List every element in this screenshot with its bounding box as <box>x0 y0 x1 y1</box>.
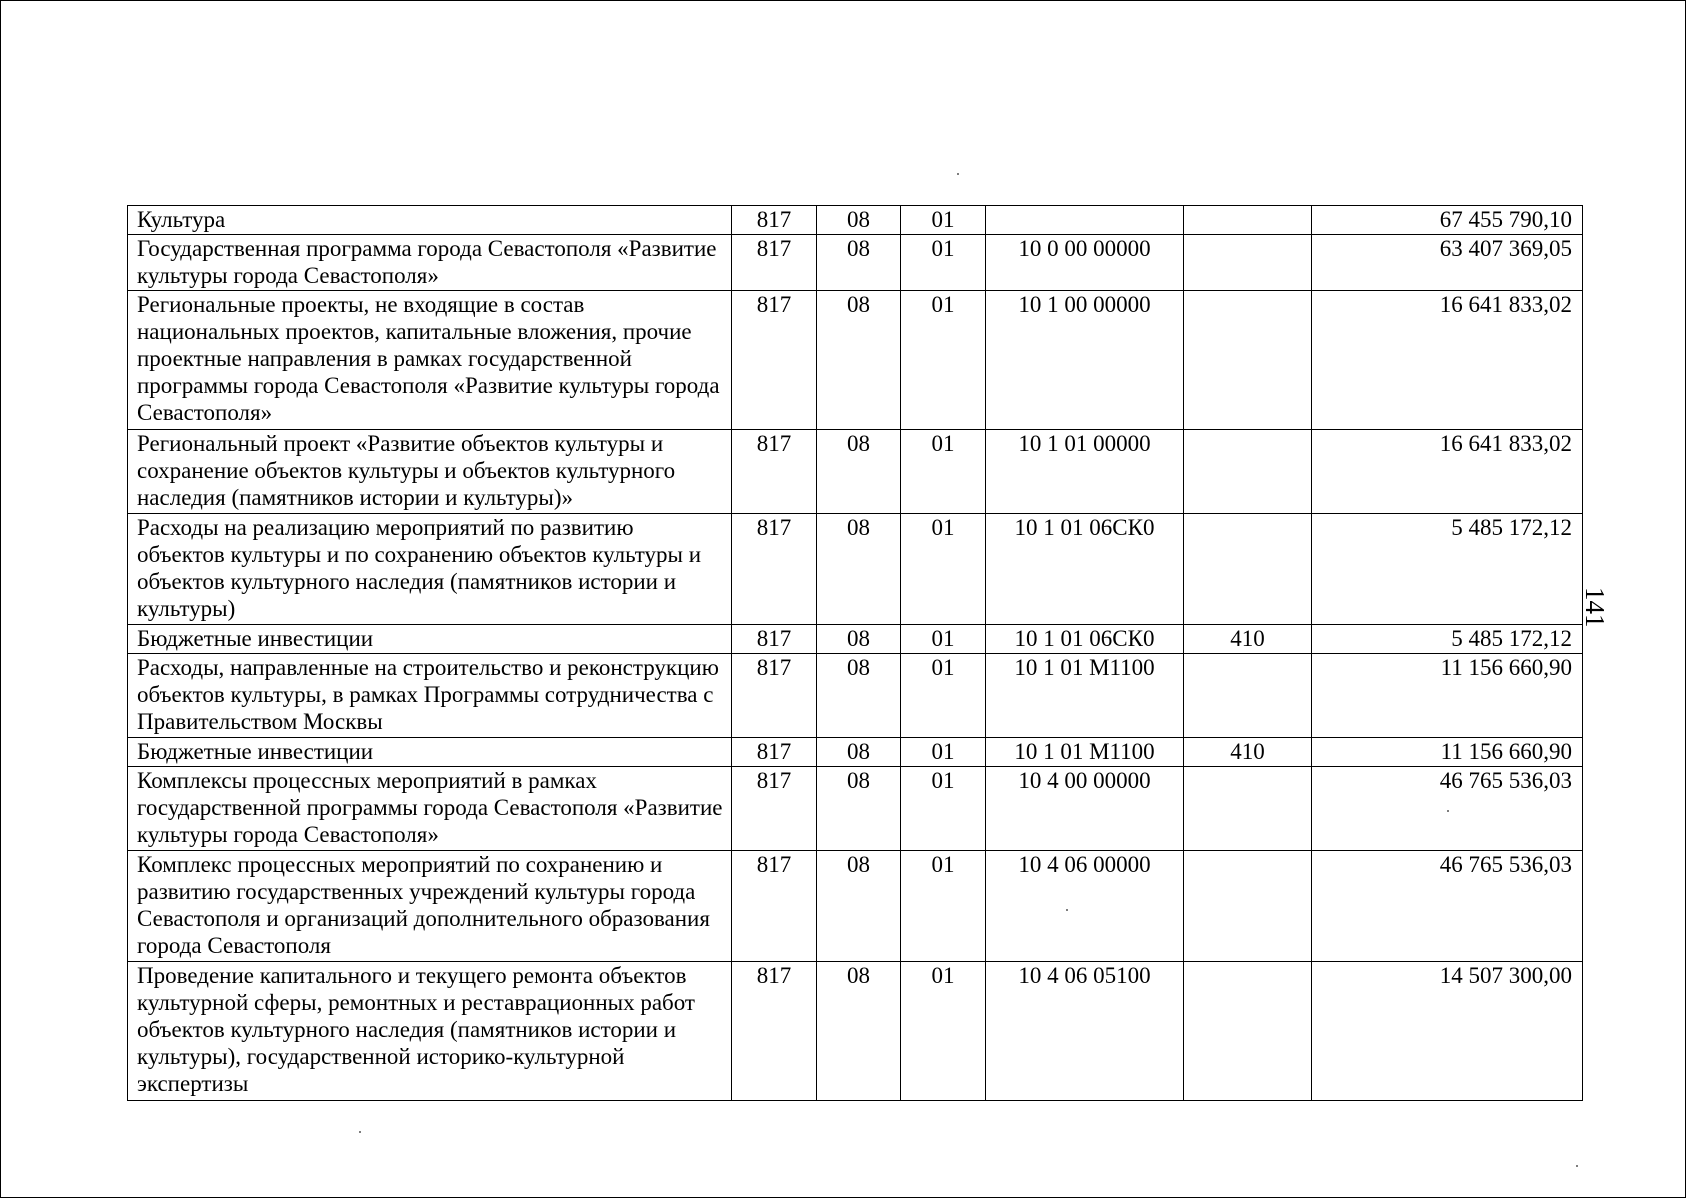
target-article-code: 10 1 01 06СК0 <box>986 514 1184 625</box>
budget-table <box>127 205 1583 1101</box>
subsection-code: 01 <box>901 654 986 738</box>
amount: 16 641 833,02 <box>1312 291 1583 430</box>
amount: 5 485 172,12 <box>1312 625 1583 654</box>
expense-type-code <box>1184 235 1312 291</box>
target-article-code: 10 1 01 00000 <box>986 430 1184 514</box>
expense-type-code <box>1184 514 1312 625</box>
expense-name: Культура <box>128 206 732 235</box>
amount: 46 765 536,03 <box>1312 767 1583 851</box>
expense-type-code <box>1184 962 1312 1101</box>
department-code: 817 <box>732 767 817 851</box>
section-code: 08 <box>817 962 901 1101</box>
subsection-code: 01 <box>901 430 986 514</box>
budget-table-body <box>128 206 1583 1101</box>
section-code: 08 <box>817 851 901 962</box>
scan-speck <box>359 1131 361 1133</box>
expense-name: Государственная программа города Севастополя «Развитие культуры города Севастополя» <box>128 235 732 291</box>
expense-name: Комплексы процессных мероприятий в рамках государственной программы города Севастополя «Развитие культуры города Севастополя» <box>128 767 732 851</box>
subsection-code: 01 <box>901 291 986 430</box>
department-code: 817 <box>732 962 817 1101</box>
department-code: 817 <box>732 235 817 291</box>
target-article-code: 10 4 06 05100 <box>986 962 1184 1101</box>
amount: 63 407 369,05 <box>1312 235 1583 291</box>
scan-speck <box>1576 1165 1578 1167</box>
department-code: 817 <box>732 738 817 767</box>
department-code: 817 <box>732 430 817 514</box>
target-article-code: 10 4 00 00000 <box>986 767 1184 851</box>
section-code: 08 <box>817 767 901 851</box>
table-row <box>128 962 1583 1101</box>
table-row <box>128 235 1583 291</box>
expense-type-code <box>1184 430 1312 514</box>
target-article-code: 10 1 01 М1100 <box>986 654 1184 738</box>
table-row <box>128 738 1583 767</box>
subsection-code: 01 <box>901 767 986 851</box>
scan-speck <box>1066 909 1068 911</box>
expense-name: Бюджетные инвестиции <box>128 738 732 767</box>
department-code: 817 <box>732 851 817 962</box>
amount: 5 485 172,12 <box>1312 514 1583 625</box>
table-row <box>128 291 1583 430</box>
target-article-code: 10 4 06 00000 <box>986 851 1184 962</box>
amount: 11 156 660,90 <box>1312 654 1583 738</box>
target-article-code <box>986 206 1184 235</box>
section-code: 08 <box>817 654 901 738</box>
expense-type-code <box>1184 767 1312 851</box>
target-article-code: 10 0 00 00000 <box>986 235 1184 291</box>
table-row <box>128 514 1583 625</box>
amount: 14 507 300,00 <box>1312 962 1583 1101</box>
target-article-code: 10 1 01 06СК0 <box>986 625 1184 654</box>
target-article-code: 10 1 00 00000 <box>986 291 1184 430</box>
section-code: 08 <box>817 206 901 235</box>
table-row <box>128 206 1583 235</box>
department-code: 817 <box>732 291 817 430</box>
subsection-code: 01 <box>901 235 986 291</box>
amount: 16 641 833,02 <box>1312 430 1583 514</box>
subsection-code: 01 <box>901 206 986 235</box>
amount: 11 156 660,90 <box>1312 738 1583 767</box>
target-article-code: 10 1 01 М1100 <box>986 738 1184 767</box>
table-row <box>128 654 1583 738</box>
section-code: 08 <box>817 625 901 654</box>
department-code: 817 <box>732 625 817 654</box>
expense-name: Региональный проект «Развитие объектов культуры и сохранение объектов культуры и объектов культурного наследия (памятников истории и культуры)» <box>128 430 732 514</box>
expense-name: Комплекс процессных мероприятий по сохранению и развитию государственных учреждений культуры города Севастополя и организаций дополнительного образования города Севастополя <box>128 851 732 962</box>
scan-speck <box>957 173 959 175</box>
subsection-code: 01 <box>901 851 986 962</box>
table-row <box>128 851 1583 962</box>
table-row <box>128 625 1583 654</box>
section-code: 08 <box>817 738 901 767</box>
scan-speck <box>1447 810 1449 812</box>
expense-name: Расходы, направленные на строительство и реконструкцию объектов культуры, в рамках Программы сотрудничества с Правительством Москвы <box>128 654 732 738</box>
expense-type-code <box>1184 851 1312 962</box>
section-code: 08 <box>817 291 901 430</box>
section-code: 08 <box>817 430 901 514</box>
expense-type-code <box>1184 291 1312 430</box>
expense-name: Региональные проекты, не входящие в состав национальных проектов, капитальные вложения, прочие проектные направления в рамках государственной программы города Севастополя «Развитие культуры города Севастополя» <box>128 291 732 430</box>
expense-name: Бюджетные инвестиции <box>128 625 732 654</box>
expense-type-code: 410 <box>1184 625 1312 654</box>
department-code: 817 <box>732 514 817 625</box>
table-row <box>128 767 1583 851</box>
subsection-code: 01 <box>901 738 986 767</box>
expense-name: Проведение капитального и текущего ремонта объектов культурной сферы, ремонтных и реставрационных работ объектов культурного наследия (памятников истории и культуры), государственной историко-культурной экспертизы <box>128 962 732 1101</box>
expense-type-code: 410 <box>1184 738 1312 767</box>
expense-type-code <box>1184 654 1312 738</box>
expense-type-code <box>1184 206 1312 235</box>
subsection-code: 01 <box>901 625 986 654</box>
section-code: 08 <box>817 235 901 291</box>
subsection-code: 01 <box>901 514 986 625</box>
subsection-code: 01 <box>901 962 986 1101</box>
table-row <box>128 430 1583 514</box>
page-number: 141 <box>1580 587 1610 628</box>
amount: 67 455 790,10 <box>1312 206 1583 235</box>
department-code: 817 <box>732 654 817 738</box>
department-code: 817 <box>732 206 817 235</box>
amount: 46 765 536,03 <box>1312 851 1583 962</box>
section-code: 08 <box>817 514 901 625</box>
expense-name: Расходы на реализацию мероприятий по развитию объектов культуры и по сохранению объектов культуры и объектов культурного наследия (памятников истории и культуры) <box>128 514 732 625</box>
